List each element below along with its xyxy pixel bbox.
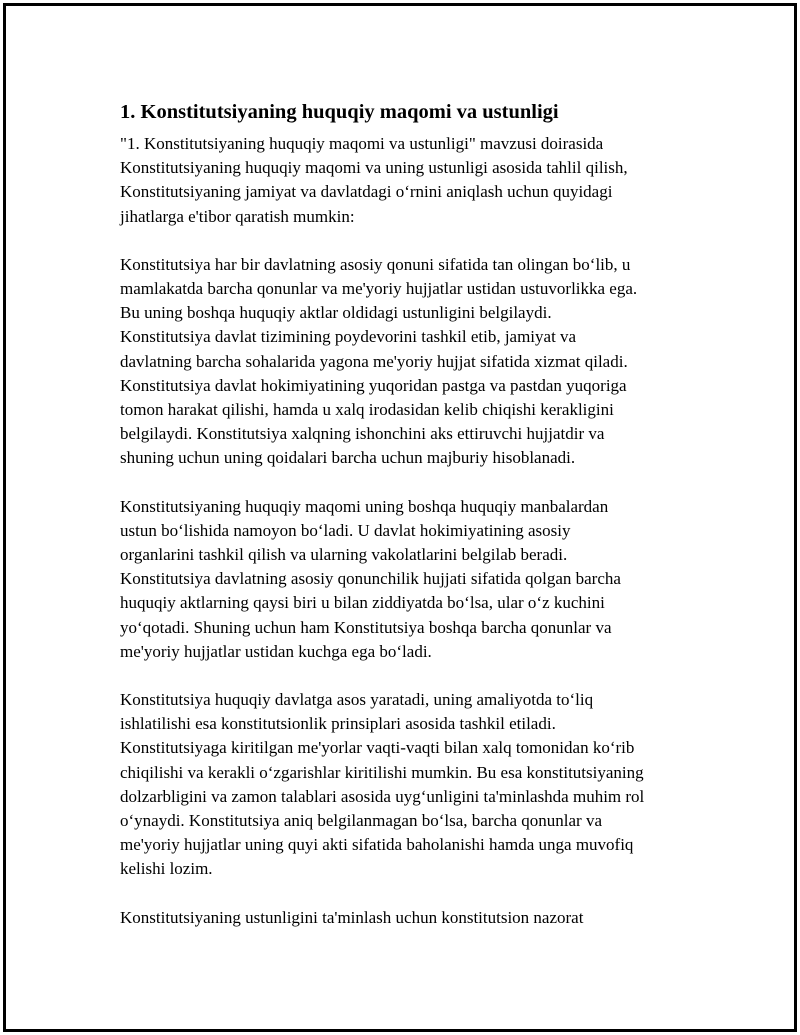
text-line: dolzarbligini va zamon talablari asosida uyg‘unligini ta'minlashda muhim rol bbox=[120, 786, 645, 806]
text-line: Konstitutsiyaning huquqiy maqomi uning boshqa huquqiy manbalardan bbox=[120, 496, 609, 516]
paragraph-rule-of-law bbox=[120, 688, 700, 882]
text-line: Konstitutsiyaning huquqiy maqomi va uning ustunligi asosida tahlil qilish, bbox=[120, 158, 628, 178]
text-line: Konstitutsiyaning jamiyat va davlatdagi o‘rnini aniqlash uchun quyidagi bbox=[120, 182, 613, 202]
page-frame bbox=[3, 3, 797, 1032]
text-line: Konstitutsiya huquqiy davlatga asos yaratadi, uning amaliyotda to‘liq bbox=[120, 690, 594, 710]
text-line: kelishi lozim. bbox=[120, 859, 213, 879]
document-body bbox=[120, 98, 700, 954]
text-line: Konstitutsiya davlat hokimiyatining yuqoridan pastga va pastdan yuqoriga bbox=[120, 375, 627, 395]
text-line: Konstitutsiya davlatning asosiy qonunchilik hujjati sifatida qolgan barcha bbox=[120, 569, 621, 589]
text-line: "1. Konstitutsiyaning huquqiy maqomi va ustunligi" mavzusi doirasida bbox=[120, 134, 604, 153]
paragraph-intro bbox=[120, 132, 700, 229]
text-line: Konstitutsiyaga kiritilgan me'yorlar vaqti-vaqti bilan xalq tomonidan ko‘rib bbox=[120, 738, 635, 758]
text-line: shuning uchun uning qoidalari barcha uchun majburiy hisoblanadi. bbox=[120, 448, 576, 468]
text-line: Bu uning boshqa huquqiy aktlar oldidagi ustunligini belgilaydi. bbox=[120, 303, 552, 323]
text-line: Konstitutsiya har bir davlatning asosiy qonuni sifatida tan olingan bo‘lib, u bbox=[120, 254, 631, 274]
text-line: tomon harakat qilishi, hamda u xalq irodasidan kelib chiqishi kerakligini bbox=[120, 400, 614, 420]
text-line: Konstitutsiya davlat tizimining poydevorini tashkil etib, jamiyat va bbox=[120, 327, 577, 347]
text-line: me'yoriy hujjatlar uning quyi akti sifatida baholanishi hamda unga muvofiq bbox=[120, 835, 634, 855]
text-line: mamlakatda barcha qonunlar va me'yoriy hujjatlar ustidan ustuvorlikka ega. bbox=[120, 279, 638, 299]
text-line: yo‘qotadi. Shuning uchun ham Konstitutsiya boshqa barcha qonunlar va bbox=[120, 617, 612, 637]
text-line: huquqiy aktlarning qaysi biri u bilan ziddiyatda bo‘lsa, ular o‘z kuchini bbox=[120, 593, 605, 613]
paragraph-supremacy bbox=[120, 253, 700, 471]
paragraph-constitutional-control bbox=[120, 906, 700, 930]
text-line: ustun bo‘lishida namoyon bo‘ladi. U davlat hokimiyatining asosiy bbox=[120, 520, 571, 540]
text-line: davlatning barcha sohalarida yagona me'yoriy hujjat sifatida xizmat qiladi. bbox=[120, 351, 628, 371]
text-line: jihatlarga e'tibor qaratish mumkin: bbox=[120, 206, 355, 226]
text-line: o‘ynaydi. Konstitutsiya aniq belgilanmagan bo‘lsa, barcha qonunlar va bbox=[120, 811, 603, 831]
text-line: organlarini tashkil qilish va ularning vakolatlarini belgilab beradi. bbox=[120, 545, 568, 565]
text-line: ishlatilishi esa konstitutsionlik prinsiplari asosida tashkil etiladi. bbox=[120, 714, 556, 734]
text-line: me'yoriy hujjatlar ustidan kuchga ega bo‘ladi. bbox=[120, 641, 432, 661]
text-line: chiqilishi va kerakli o‘zgarishlar kiritilishi mumkin. Bu esa konstitutsiyaning bbox=[120, 762, 644, 782]
paragraph-legal-status bbox=[120, 495, 700, 664]
text-line: belgilaydi. Konstitutsiya xalqning ishonchini aks ettiruvchi hujjatdir va bbox=[120, 424, 605, 444]
text-line: Konstitutsiyaning ustunligini ta'minlash uchun konstitutsion nazorat bbox=[120, 907, 584, 927]
document-title: 1. Konstitutsiyaning huquqiy maqomi va ustunligi bbox=[120, 101, 559, 123]
